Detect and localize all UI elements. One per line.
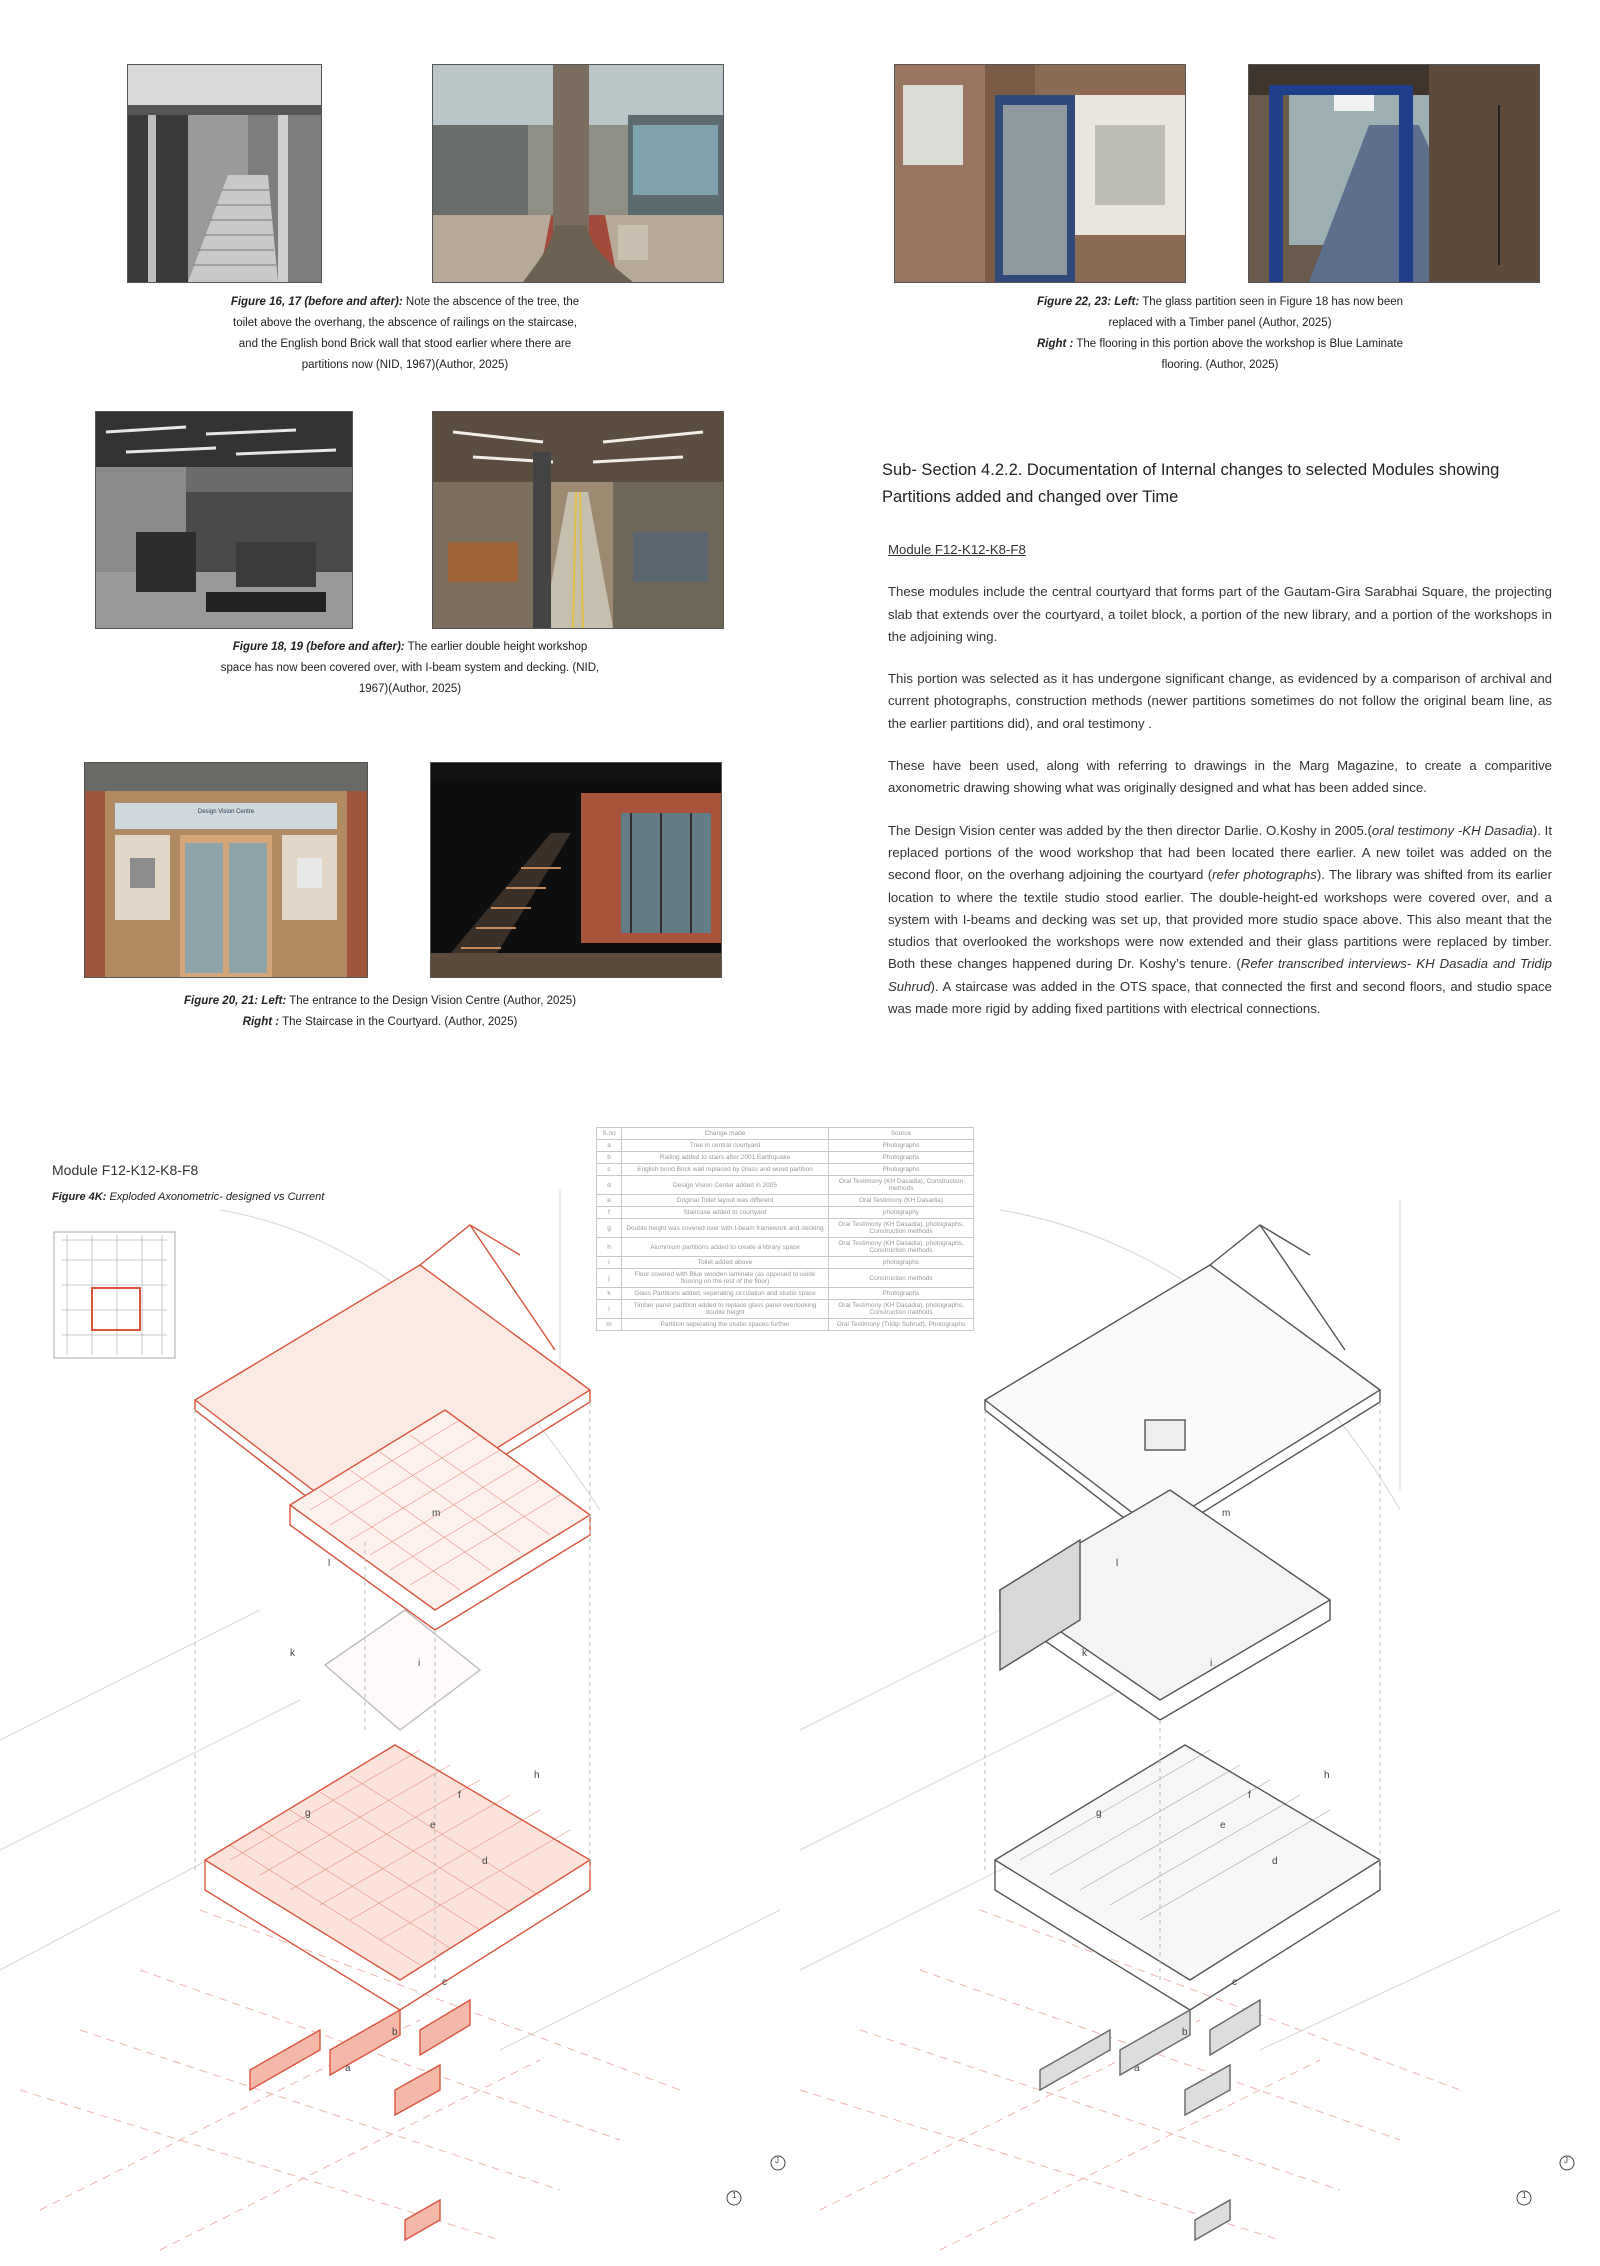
table-row: [597, 1152, 974, 1164]
table-row: [597, 1288, 974, 1300]
designed-axonometric: [195, 1225, 590, 2240]
module-title: Module F12-K12-K8-F8: [888, 542, 1026, 557]
tag-i-left: i: [418, 1658, 421, 1669]
tag-l-right: l: [1116, 1558, 1119, 1569]
photo-fig23-blue-flooring: [1248, 64, 1540, 283]
caption-fig20-21: [160, 991, 600, 1033]
photo-fig19-current-workshop: [432, 411, 724, 629]
cell-source: Construction methods: [829, 1269, 974, 1288]
cell-change: Original Toilet layout was different: [622, 1195, 829, 1207]
cell-change: Floor covered with Blue wooden laminate (as opposed to oxide flooring on the rest of the floor): [622, 1269, 829, 1288]
tag-f-left: f: [458, 1790, 461, 1801]
table-header-sno: S.no: [597, 1128, 622, 1140]
current-partitions: [1040, 2000, 1260, 2240]
cell-sno: f: [597, 1207, 622, 1219]
cell-change: Partition seperating the studio spaces further: [622, 1319, 829, 1331]
tag-h-left: h: [534, 1770, 540, 1781]
site-dashed-grid: [20, 1910, 1460, 2250]
tag-l-left: l: [328, 1558, 331, 1569]
grid-marker-j-left-label: J: [775, 2156, 779, 2165]
section-body: [888, 539, 1552, 1040]
cell-source: Oral Testimony (KH Dasadia), photographs, Construction methods: [829, 1219, 974, 1238]
caption-fig22-23-text-right: The flooring in this portion above the workshop is Blue Laminate flooring. (Author, 2025): [1073, 338, 1404, 371]
photo-fig21-courtyard-staircase: [430, 762, 722, 978]
cell-sno: j: [597, 1269, 622, 1288]
cell-change: Timber panel partition added to replace glass panel overlooking double height: [622, 1300, 829, 1319]
caption-fig18-19: [220, 637, 600, 700]
cell-sno: l: [597, 1300, 622, 1319]
tag-g-right: g: [1096, 1808, 1102, 1819]
cell-sno: h: [597, 1238, 622, 1257]
tag-e-right: e: [1220, 1820, 1226, 1831]
tag-f-right: f: [1248, 1790, 1251, 1801]
photo-fig17-courtyard-tree: [432, 64, 724, 283]
table-row: [597, 1207, 974, 1219]
section-heading: Sub- Section 4.2.2. Documentation of Internal changes to selected Modules showing Partitions added and changed over Time: [882, 461, 1500, 506]
drawing-module-label: Module F12-K12-K8-F8: [52, 1162, 199, 1178]
table-header-change: Change made: [622, 1128, 829, 1140]
tag-k-right: k: [1082, 1648, 1087, 1659]
cell-sno: c: [597, 1164, 622, 1176]
table-row: [597, 1257, 974, 1269]
cell-source: photography: [829, 1207, 974, 1219]
cell-sno: g: [597, 1219, 622, 1238]
current-ground-floor: [995, 1745, 1380, 1980]
table-header-source: Source: [829, 1128, 974, 1140]
cell-source: Oral Testimony (KH Dasadia), photographs, Construction methods: [829, 1238, 974, 1257]
cell-change: Toilet added above: [622, 1257, 829, 1269]
tag-g-left: g: [305, 1808, 311, 1819]
table-row: [597, 1140, 974, 1152]
caption-fig22-23: [1030, 292, 1410, 376]
photo-fig16-archival-staircase: [127, 64, 322, 283]
p4-g: ). A staircase was added in the OTS space, that connected the first and second floors, and studio space was made more rigid by adding fixed partitions with electrical connections.: [888, 978, 1552, 1017]
paragraph-1: These modules include the central courtyard that forms part of the Gautam-Gira Sarabhai Square, the projecting slab that extends over the courtyard, a toilet block, a portion of the new library, and a portion of the workshops in the adjoining wing.: [888, 584, 1552, 644]
cell-sno: i: [597, 1257, 622, 1269]
cell-source: Oral Testimony (KH Dasadia): [829, 1195, 974, 1207]
changes-table: [596, 1127, 974, 1331]
cell-source: Photographs: [829, 1140, 974, 1152]
designed-mid-slab: [325, 1610, 480, 1730]
caption-fig22-23-label-right: Right :: [1036, 338, 1074, 350]
grid-marker-j-right-label: J: [1564, 2156, 1568, 2165]
tag-b-right: b: [1182, 2027, 1188, 2038]
caption-fig18-19-text: The earlier double height workshop space has now been covered over, with I-beam system and decking. (NID, 1967)(Author, 2025): [220, 641, 600, 695]
tag-a-right: a: [1134, 2063, 1140, 2074]
tag-c-left: c: [442, 1977, 447, 1988]
caption-fig16-17-text: Note the abscence of the tree, the toilet above the overhang, the abscence of railings on the staircase, and the English bond Brick wall that stood earlier where there are partitions now (NID, 1967)(Author, 2025): [233, 296, 580, 371]
key-plan: [52, 1230, 177, 1360]
paragraph-2: This portion was selected as it has undergone significant change, as evidenced by a comparison of archival and current photographs, construction methods (newer partitions sometimes do not follow the original beam line, as the earlier partitions did), and oral testimony .: [888, 671, 1552, 731]
current-axonometric: [985, 1225, 1380, 2240]
cell-change: Design Vision Center added in 2005: [622, 1176, 829, 1195]
tag-c-right: c: [1232, 1977, 1237, 1988]
tag-m-left: m: [432, 1508, 441, 1519]
caption-fig20-21-label-right: Right :: [242, 1016, 280, 1028]
designed-partitions: [250, 2000, 470, 2240]
grid-marker-1-left-label: 1: [732, 2191, 737, 2200]
cell-change: English bond Brick wall replaced by Glass and wood partition: [622, 1164, 829, 1176]
table-row: [597, 1319, 974, 1331]
caption-fig18-19-label: Figure 18, 19 (before and after):: [232, 641, 405, 653]
cell-source: Oral Testimony (KH Dasadia), photographs, Construction methods: [829, 1300, 974, 1319]
cell-change: Staircase added to courtyard: [622, 1207, 829, 1219]
drawing-figure-text: Exploded Axonometric- designed vs Current: [106, 1191, 325, 1203]
caption-fig20-21-text-right: The Staircase in the Courtyard. (Author, 2025): [279, 1016, 518, 1028]
tag-e-left: e: [430, 1820, 436, 1831]
cell-sno: k: [597, 1288, 622, 1300]
tag-m-right: m: [1222, 1508, 1231, 1519]
cell-change: Double height was covered over with I-beam framework and decking: [622, 1219, 829, 1238]
caption-fig16-17-label: Figure 16, 17 (before and after):: [230, 296, 403, 308]
cell-change: Glass Partitions added, seperating circulation and studio space: [622, 1288, 829, 1300]
tag-i-right: i: [1210, 1658, 1213, 1669]
cell-source: Photographs: [829, 1164, 974, 1176]
cell-sno: a: [597, 1140, 622, 1152]
p4-d: refer photographs: [1212, 867, 1317, 883]
cell-source: Photographs: [829, 1152, 974, 1164]
table-row: [597, 1269, 974, 1288]
cell-change: Railing added to stairs after 2001 Earthquake: [622, 1152, 829, 1164]
p4-b: oral testimony -KH Dasadia: [1371, 822, 1533, 838]
table-row: [597, 1219, 974, 1238]
cell-sno: e: [597, 1195, 622, 1207]
cell-sno: b: [597, 1152, 622, 1164]
p4-a: The Design Vision center was added by the then director Darlie. O.Koshy in 2005.(: [888, 822, 1372, 838]
drawing-figure-label: Figure 4K:: [52, 1191, 107, 1203]
table-row: [597, 1164, 974, 1176]
table-row: [597, 1195, 974, 1207]
p4-e: ). The library was shifted from its earlier location to where the textile studio stood earlier. The double-height-ed workshops were covered over, and a system with I-beams and decking was set up, that provided more studio space above. This also meant that the studios that overlooked the workshops were now extended and their glass partitions were replaced by timber. Both these changes happened during Dr. Koshy’s tenure. (: [888, 867, 1552, 972]
photo-fig20-design-vision-centre: [84, 762, 368, 978]
cell-sno: d: [597, 1176, 622, 1195]
cell-source: photographs: [829, 1257, 974, 1269]
grid-marker-1-right-label: 1: [1522, 2191, 1527, 2200]
tag-k-left: k: [290, 1648, 295, 1659]
table-row: [597, 1300, 974, 1319]
paragraph-4: [888, 820, 1552, 1021]
cell-source: Oral Testimony (KH Dasadia), Construction methods: [829, 1176, 974, 1195]
tag-d-right: d: [1272, 1856, 1278, 1867]
caption-fig22-23-text-left: The glass partition seen in Figure 18 has now been replaced with a Timber panel (Author, 2025): [1108, 296, 1404, 329]
cell-source: Oral Testimony (Tridip Suhrud), Photographs: [829, 1319, 974, 1331]
tag-b-left: b: [392, 2027, 398, 2038]
caption-fig20-21-text-left: The entrance to the Design Vision Centre (Author, 2025): [286, 995, 577, 1007]
table-row: [597, 1176, 974, 1195]
caption-fig22-23-label-left: Figure 22, 23: Left:: [1036, 296, 1140, 308]
cell-change: Aluminium partitions added to create a library space: [622, 1238, 829, 1257]
cell-change: Tree in central courtyard: [622, 1140, 829, 1152]
p4-f: Refer transcribed interviews- KH Dasadia and Tridip Suhrud: [888, 956, 1552, 994]
caption-fig20-21-label-left: Figure 20, 21: Left:: [183, 995, 287, 1007]
design-vision-centre-sign: Design Vision Centre: [197, 809, 255, 815]
cell-sno: m: [597, 1319, 622, 1331]
table-row: [597, 1238, 974, 1257]
cell-source: Photographs: [829, 1288, 974, 1300]
tag-d-left: d: [482, 1856, 488, 1867]
grid-marker-group: [727, 2156, 1574, 2205]
photo-fig18-archival-workshop: [95, 411, 353, 629]
tag-h-right: h: [1324, 1770, 1330, 1781]
caption-fig16-17: [225, 292, 585, 376]
tag-a-left: a: [345, 2063, 351, 2074]
current-roof: [985, 1265, 1380, 1530]
photo-fig22-timber-panel: [894, 64, 1186, 283]
p4-c: ). It replaced portions of the wood workshop that had been located there earlier. A new toilet was added on the second floor, on the overhang adjoining the courtyard (: [888, 822, 1552, 883]
designed-ground-floor: [205, 1745, 590, 1980]
paragraph-3: These have been used, along with referring to drawings in the Marg Magazine, to create a comparitive axonometric drawing showing what was originally designed and what has been added since.: [888, 758, 1552, 796]
drawing-figure-caption: [52, 1191, 324, 1203]
